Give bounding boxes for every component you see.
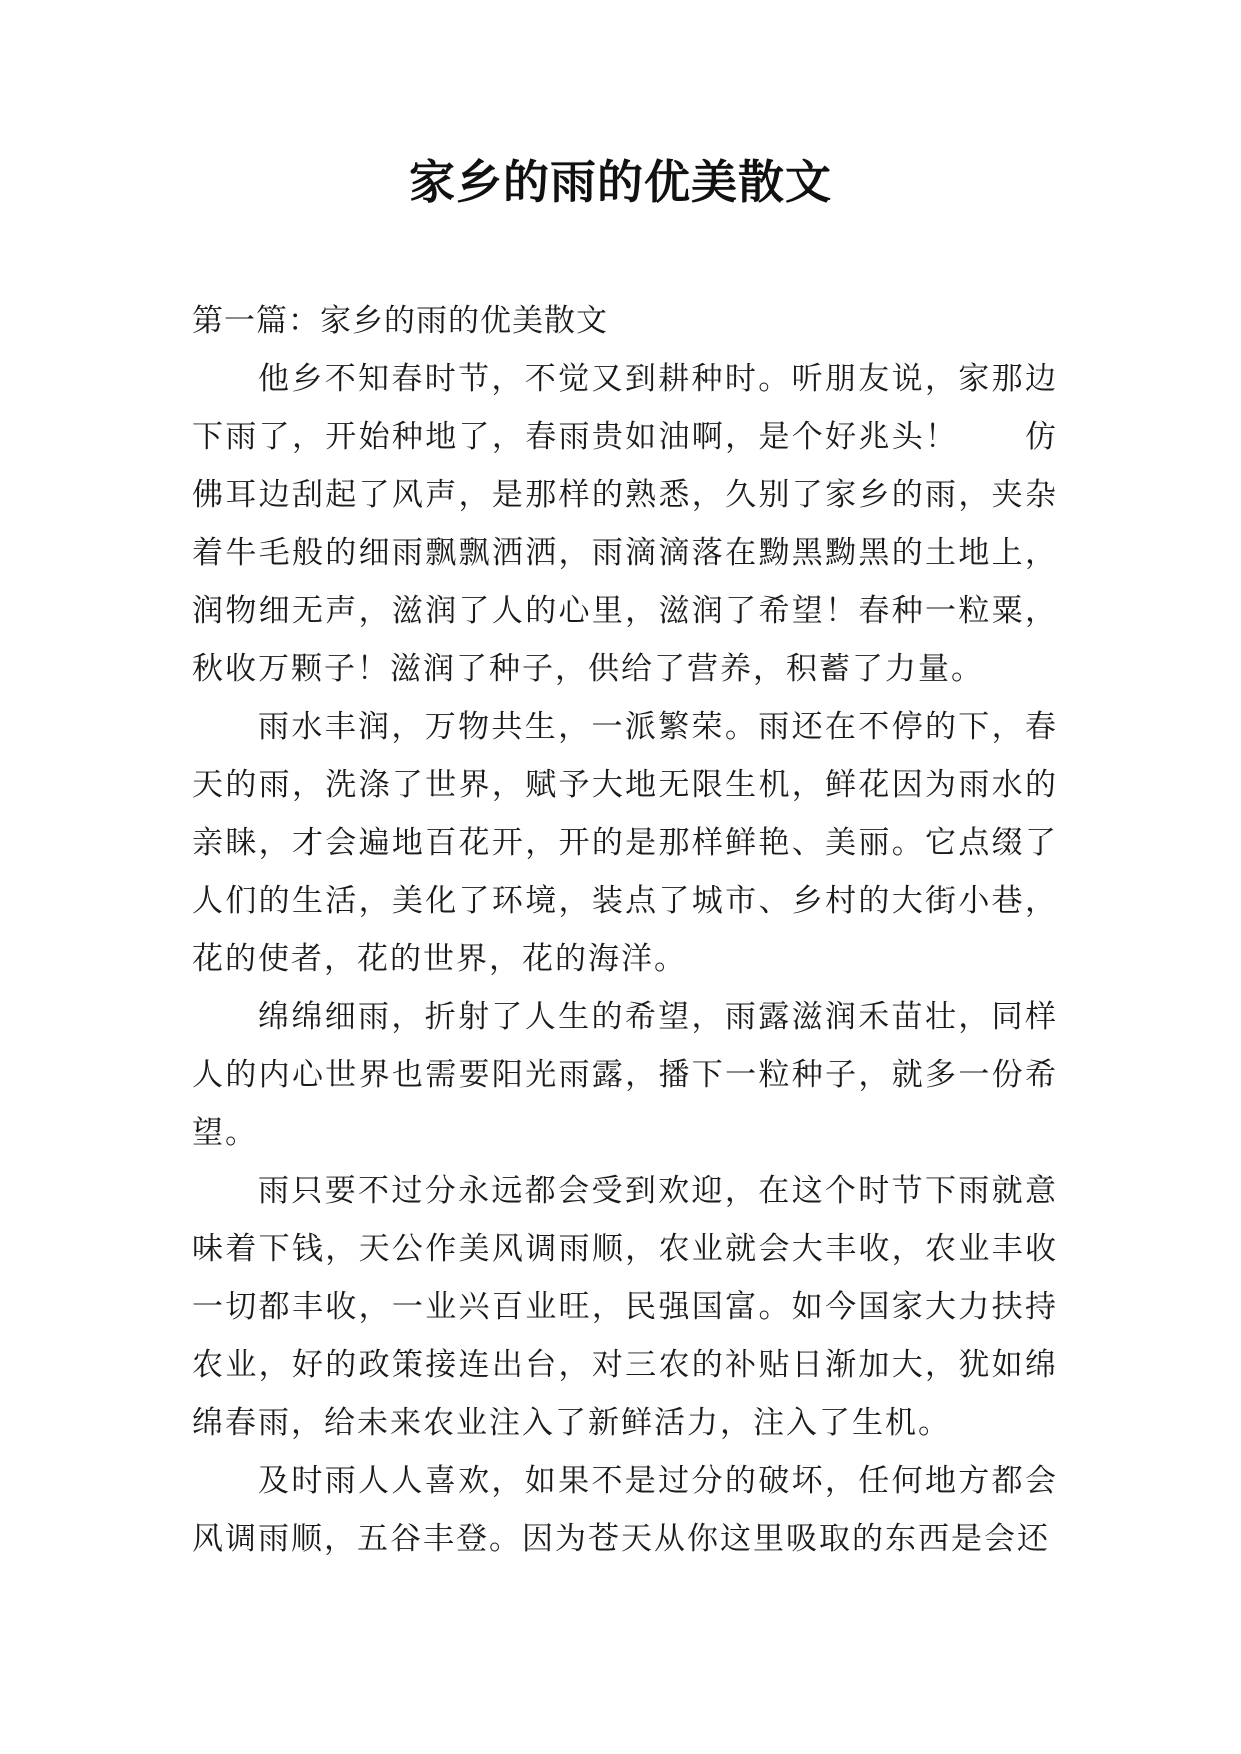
- document-title: 家乡的雨的优美散文: [409, 155, 832, 209]
- section-heading: 第一篇：家乡的雨的优美散文: [192, 303, 608, 339]
- document-body: [192, 292, 1058, 1568]
- paragraph: 雨只要不过分永远都会受到欢迎，在这个时节下雨就意味着下钱，天公作美风调雨顺，农业就会大丰收，农业丰收一切都丰收，一业兴百业旺，民强国富。如今国家大力扶持农业，好的政策接连出台，对三农的补贴日渐加大，犹如绵绵春雨，给未来农业注入了新鲜活力，注入了生机。: [192, 1173, 1058, 1441]
- paragraph: 及时雨人人喜欢，如果不是过分的破坏，任何地方都会风调雨顺，五谷丰登。因为苍天从你这里吸取的东西是会还: [192, 1463, 1058, 1557]
- paragraph: 雨水丰润，万物共生，一派繁荣。雨还在不停的下，春天的雨，洗涤了世界，赋予大地无限生机，鲜花因为雨水的亲睐，才会遍地百花开，开的是那样鲜艳、美丽。它点缀了人们的生活，美化了环境，装点了城市、乡村的大街小巷，花的使者，花的世界，花的海洋。: [192, 709, 1058, 977]
- paragraph: 他乡不知春时节，不觉又到耕种时。听朋友说，家那边下雨了，开始种地了，春雨贵如油啊，是个好兆头！ 仿佛耳边刮起了风声，是那样的熟悉，久别了家乡的雨，夹杂着牛毛般的细雨飘飘洒洒，雨滴滴落在黝黑黝黑的土地上，润物细无声，滋润了人的心里，滋润了希望！春种一粒粟，秋收万颗子！滋润了种子，供给了营养，积蓄了力量。: [192, 361, 1058, 687]
- paragraph: 绵绵细雨，折射了人生的希望，雨露滋润禾苗壮，同样人的内心世界也需要阳光雨露，播下一粒种子，就多一份希望。: [192, 999, 1058, 1151]
